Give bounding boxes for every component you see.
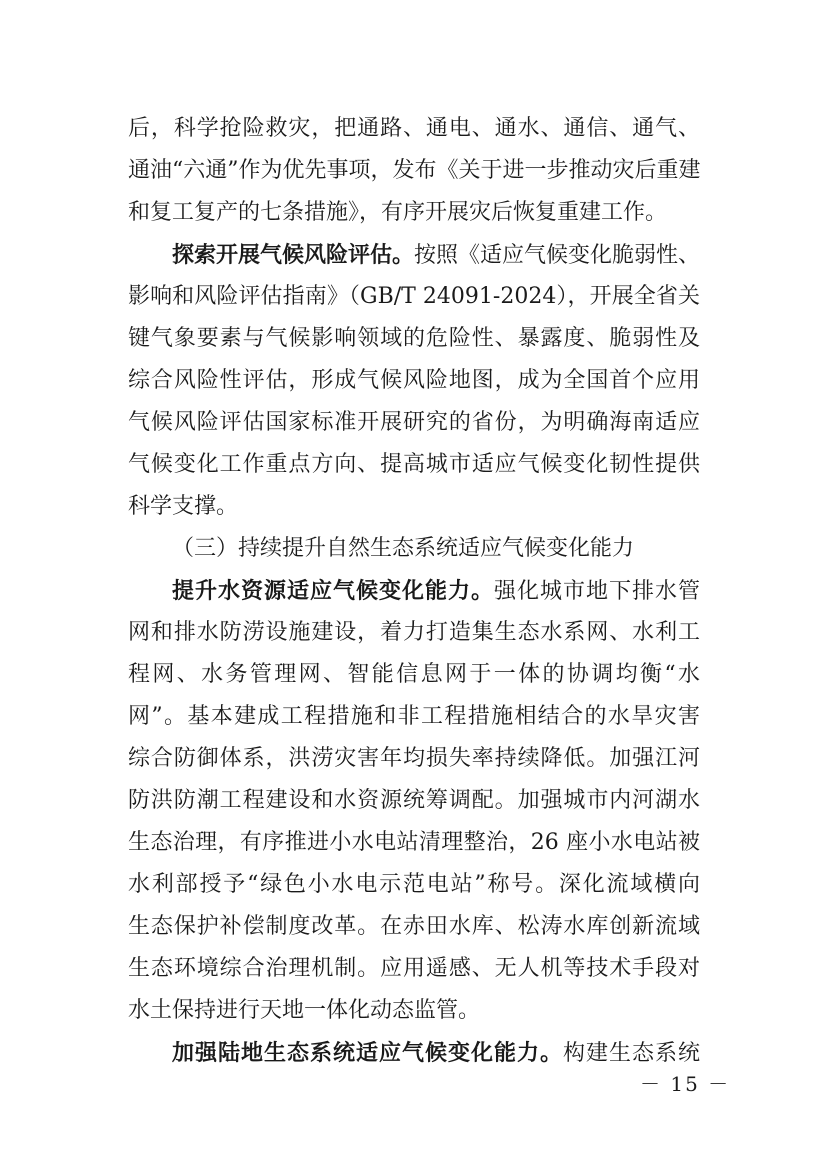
text-line: 通油“六通”作为优先事项，发布《关于进一步推动灾后重建 — [128, 158, 701, 183]
text-line: 影响和风险评估指南》（GB/T 24091-2024），开展全省关 — [128, 284, 700, 309]
text-line — [128, 234, 700, 276]
text-line: 水利部授予“绿色小水电示范电站”称号。深化流域横向 — [128, 872, 700, 897]
page-number: － 15 － — [640, 1072, 731, 1096]
paragraph-heading: 探索开展气候风险评估。 — [172, 242, 415, 268]
paragraph-text: 按照《适应气候变化脆弱性、 — [414, 243, 701, 268]
text-line: 后，科学抢险救灾，把通路、通电、通水、通信、通气、 — [128, 116, 700, 141]
text-line — [128, 570, 700, 612]
text-line: 气候风险评估国家标准开展研究的省份，为明确海南适应 — [128, 410, 700, 435]
text-line: 网”。基本建成工程措施和非工程措施相结合的水旱灾害 — [128, 704, 700, 729]
text-line: 和复工复产的七条措施》，有序开展灾后恢复重建工作。 — [128, 200, 668, 225]
paragraph-land-ecosystem — [128, 1032, 700, 1074]
text-line: 生态环境综合治理机制。应用遥感、无人机等技术手段对 — [128, 956, 700, 981]
paragraph-disaster-recovery — [128, 108, 700, 234]
text-line: 综合风险性评估，形成气候风险地图，成为全国首个应用 — [128, 368, 700, 393]
section-heading — [128, 528, 700, 570]
text-line — [128, 1032, 700, 1074]
text-line: 生态治理，有序推进小水电站清理整治，26 座小水电站被 — [128, 830, 700, 855]
paragraph-text: 构建生态系统 — [562, 1041, 700, 1066]
paragraph-heading: 加强陆地生态系统适应气候变化能力。 — [172, 1040, 563, 1066]
text-line: 科学支撑。 — [128, 494, 239, 519]
paragraph-text: 强化城市地下排水管 — [493, 579, 700, 604]
text-line: 气候变化工作重点方向、提高城市适应气候变化韧性提供 — [128, 452, 700, 477]
paragraph-water-resources — [128, 570, 700, 1032]
text-line: 防洪防潮工程建设和水资源统筹调配。加强城市内河湖水 — [128, 788, 700, 813]
paragraph-heading: 提升水资源适应气候变化能力。 — [172, 578, 494, 604]
text-line: 程网、水务管理网、智能信息网于一体的协调均衡“水 — [128, 662, 700, 687]
text-line: 键气象要素与气候影响领域的危险性、暴露度、脆弱性及 — [128, 326, 700, 351]
text-line: 综合防御体系，洪涝灾害年均损失率持续降低。加强江河 — [128, 746, 700, 771]
section-title: （三）持续提升自然生态系统适应气候变化能力 — [172, 536, 635, 561]
text-line: 水土保持进行天地一体化动态监管。 — [128, 998, 481, 1023]
text-line: 网和排水防涝设施建设，着力打造集生态水系网、水利工 — [128, 620, 700, 645]
text-line: 生态保护补偿制度改革。在赤田水库、松涛水库创新流域 — [128, 914, 700, 939]
paragraph-climate-risk-assessment — [128, 234, 700, 528]
